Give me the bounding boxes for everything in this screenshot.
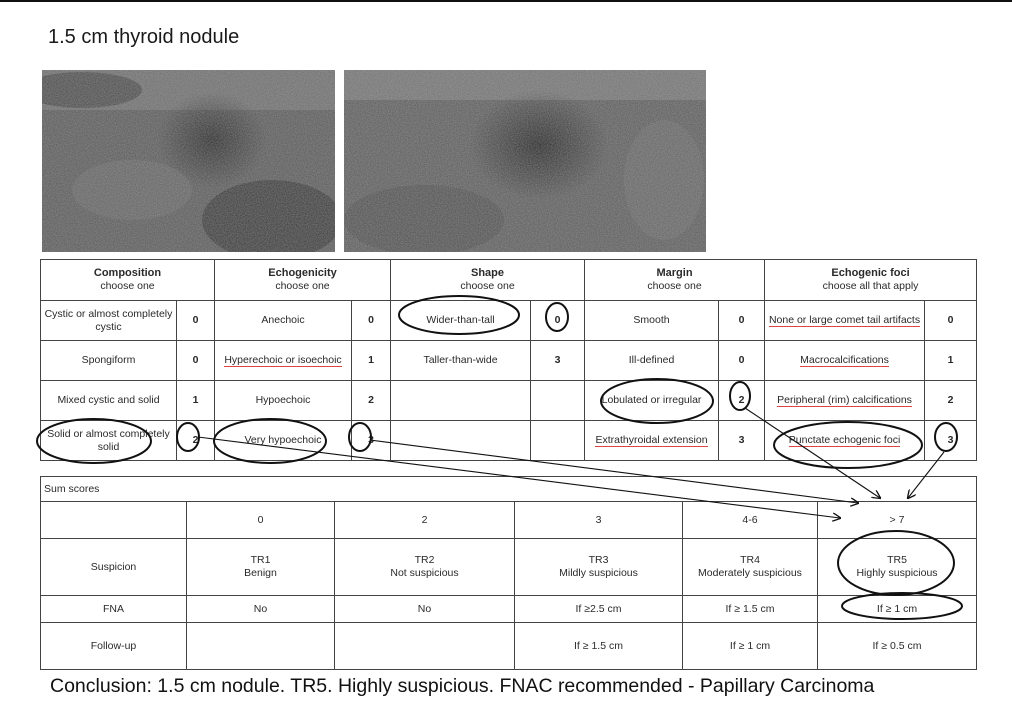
echogenicity-item: Hyperechoic or isoechoic xyxy=(215,341,352,381)
fna-value: No xyxy=(335,596,515,623)
header-margin: Margin choose one xyxy=(585,260,765,301)
follow-up-value: If ≥ 0.5 cm xyxy=(818,623,977,670)
suspicion-level: TR1 Benign xyxy=(187,539,335,596)
foci-score: 1 xyxy=(925,341,977,381)
composition-score: 1 xyxy=(177,381,215,421)
margin-score: 3 xyxy=(719,421,765,461)
sum-scores-label: Sum scores xyxy=(41,477,977,502)
header-composition: Composition choose one xyxy=(41,260,215,301)
margin-item: Smooth xyxy=(585,301,719,341)
shape-score: 0 xyxy=(531,301,585,341)
suspicion-level: TR5 Highly suspicious xyxy=(818,539,977,596)
score-point: > 7 xyxy=(818,502,977,539)
header-shape: Shape choose one xyxy=(391,260,585,301)
echogenicity-item: Very hypoechoic xyxy=(215,421,352,461)
row-label-suspicion: Suspicion xyxy=(41,539,187,596)
shape-score xyxy=(531,421,585,461)
ultrasound-image-transverse xyxy=(42,70,335,252)
fna-value: No xyxy=(187,596,335,623)
echogenicity-score: 2 xyxy=(352,381,391,421)
fna-value: If ≥ 1 cm xyxy=(818,596,977,623)
suspicion-level: TR2 Not suspicious xyxy=(335,539,515,596)
shape-score xyxy=(531,381,585,421)
score-point: 3 xyxy=(515,502,683,539)
foci-score: 0 xyxy=(925,301,977,341)
top-border-line xyxy=(0,0,1012,2)
shape-item xyxy=(391,381,531,421)
foci-score: 2 xyxy=(925,381,977,421)
row-label-fna: FNA xyxy=(41,596,187,623)
shape-item: Wider-than-tall xyxy=(391,301,531,341)
margin-item: Extrathyroidal extension xyxy=(585,421,719,461)
margin-item: Ill-defined xyxy=(585,341,719,381)
tirads-features-table xyxy=(40,259,977,461)
margin-score: 2 xyxy=(719,381,765,421)
suspicion-level: TR4 Moderately suspicious xyxy=(683,539,818,596)
composition-item: Spongiform xyxy=(41,341,177,381)
row-label-follow-up: Follow-up xyxy=(41,623,187,670)
margin-score: 0 xyxy=(719,301,765,341)
composition-score: 0 xyxy=(177,341,215,381)
score-blank-cell xyxy=(41,502,187,539)
echogenicity-score: 0 xyxy=(352,301,391,341)
echogenicity-item: Anechoic xyxy=(215,301,352,341)
fna-value: If ≥ 1.5 cm xyxy=(683,596,818,623)
fna-value: If ≥2.5 cm xyxy=(515,596,683,623)
foci-item: None or large comet tail artifacts xyxy=(765,301,925,341)
follow-up-value: If ≥ 1 cm xyxy=(683,623,818,670)
shape-item: Taller-than-wide xyxy=(391,341,531,381)
echogenicity-item: Hypoechoic xyxy=(215,381,352,421)
suspicion-level: TR3 Mildly suspicious xyxy=(515,539,683,596)
echogenicity-score: 3 xyxy=(352,421,391,461)
conclusion-text: Conclusion: 1.5 cm nodule. TR5. Highly suspicious. FNAC recommended - Papillary Carcinoma xyxy=(50,675,875,697)
shape-item xyxy=(391,421,531,461)
header-echogenic-foci: Echogenic foci choose all that apply xyxy=(765,260,977,301)
header-echogenicity: Echogenicity choose one xyxy=(215,260,391,301)
follow-up-value xyxy=(335,623,515,670)
ultrasound-image-longitudinal xyxy=(344,70,706,252)
foci-item: Peripheral (rim) calcifications xyxy=(765,381,925,421)
score-point: 0 xyxy=(187,502,335,539)
composition-score: 2 xyxy=(177,421,215,461)
margin-score: 0 xyxy=(719,341,765,381)
tirads-score-table xyxy=(40,476,977,670)
shape-score: 3 xyxy=(531,341,585,381)
echogenicity-score: 1 xyxy=(352,341,391,381)
follow-up-value: If ≥ 1.5 cm xyxy=(515,623,683,670)
score-point: 4-6 xyxy=(683,502,818,539)
foci-item: Macrocalcifications xyxy=(765,341,925,381)
follow-up-value xyxy=(187,623,335,670)
foci-item: Punctate echogenic foci xyxy=(765,421,925,461)
foci-score: 3 xyxy=(925,421,977,461)
margin-item: Lobulated or irregular xyxy=(585,381,719,421)
composition-item: Cystic or almost completely cystic xyxy=(41,301,177,341)
score-point: 2 xyxy=(335,502,515,539)
composition-score: 0 xyxy=(177,301,215,341)
composition-item: Mixed cystic and solid xyxy=(41,381,177,421)
composition-item: Solid or almost completely solid xyxy=(41,421,177,461)
page-title: 1.5 cm thyroid nodule xyxy=(48,26,240,48)
